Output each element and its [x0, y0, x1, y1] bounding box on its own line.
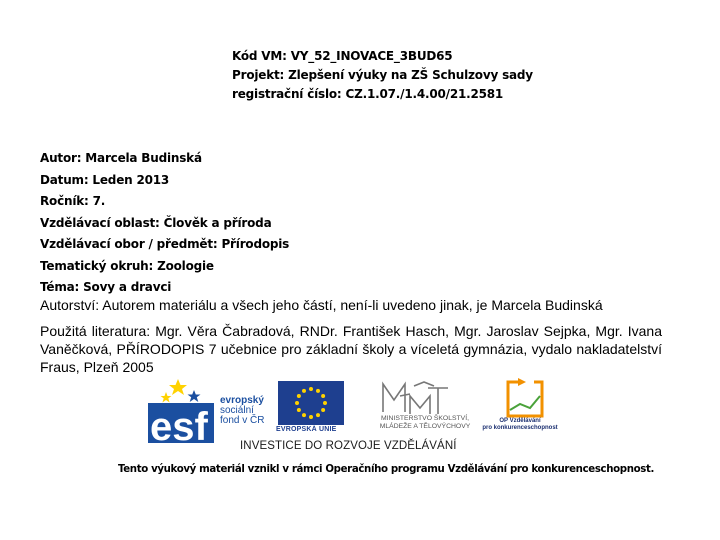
- literature-statement: Použitá literatura: Mgr. Věra Čabradová, RNDr. František Hasch, Mgr. Jaroslav Sejpka, Mgr. Ivana Vaněčková, PŘÍRODOPIS 7 učebnice pro základní školy a víceletá gymnázia, vydalo nakladatelství Fraus, Plzeň 2005: [40, 323, 662, 375]
- footer-note: Tento výukový materiál vznikl v rámci Operačního programu Vzdělávání pro konkurenceschopnost.: [118, 464, 655, 475]
- eu-star: [297, 408, 301, 412]
- meta-topic-area: Tematický okruh: Zoologie: [40, 258, 214, 273]
- esf-caption-line2: sociální: [220, 405, 254, 416]
- op-caption: [478, 418, 562, 432]
- esf-stars-icon: [161, 379, 201, 403]
- eu-star: [309, 415, 313, 419]
- msmt-caption-line1: MINISTERSTVO ŠKOLSTVÍ,: [381, 415, 469, 422]
- esf-caption: [220, 396, 264, 426]
- meta-author: Autor: Marcela Budinská: [40, 151, 202, 165]
- esf-logo-mark: esf: [150, 405, 208, 449]
- eu-star: [302, 413, 306, 417]
- esf-caption-line3: fond v ČR: [220, 415, 265, 426]
- msmt-caption: [370, 415, 480, 431]
- eu-flag-logo: [278, 381, 344, 425]
- eu-star: [295, 401, 299, 405]
- meta-topic: Téma: Sovy a dravci: [40, 280, 172, 294]
- eu-caption: EVROPSKÁ UNIE: [276, 426, 337, 433]
- eu-star: [321, 408, 325, 412]
- msmt-caption-line2: MLÁDEŽE A TĚLOVÝCHOVY: [379, 423, 471, 430]
- document-header: [232, 47, 702, 104]
- investment-slogan: INVESTICE DO ROZVOJE VZDĚLÁVÁNÍ: [240, 440, 457, 452]
- esf-logo: [148, 379, 214, 449]
- eu-star: [302, 389, 306, 393]
- eu-star: [321, 394, 325, 398]
- eu-star: [309, 387, 313, 391]
- metadata-list: [40, 148, 289, 299]
- authorship-statement: Autorství: Autorem materiálu a všech jeho částí, není-li uvedeno jinak, je Marcela Budinská: [40, 297, 603, 313]
- eu-star: [323, 401, 327, 405]
- esf-caption-line1: evropský: [220, 395, 264, 406]
- material-code: Kód VM: VY_52_INOVACE_3BUD65: [232, 49, 453, 63]
- msmt-logo: [383, 382, 448, 414]
- project-name: Projekt: Zlepšení výuky na ZŠ Schulzovy sady: [232, 68, 533, 82]
- eu-star: [297, 394, 301, 398]
- meta-date: Datum: Leden 2013: [40, 172, 170, 187]
- registration-number: registrační číslo: CZ.1.07./1.4.00/21.2581: [232, 87, 504, 101]
- op-caption-line1: OP Vzdělávání: [499, 418, 541, 424]
- meta-grade: Ročník: 7.: [40, 194, 106, 208]
- op-vzdelavani-logo: [508, 378, 542, 416]
- eu-star: [316, 413, 320, 417]
- op-caption-line2: pro konkurenceschopnost: [482, 425, 558, 431]
- meta-field: Vzdělávací oblast: Člověk a příroda: [40, 215, 272, 230]
- meta-subject: Vzdělávací obor / předmět: Přírodopis: [40, 237, 290, 251]
- eu-star: [316, 389, 320, 393]
